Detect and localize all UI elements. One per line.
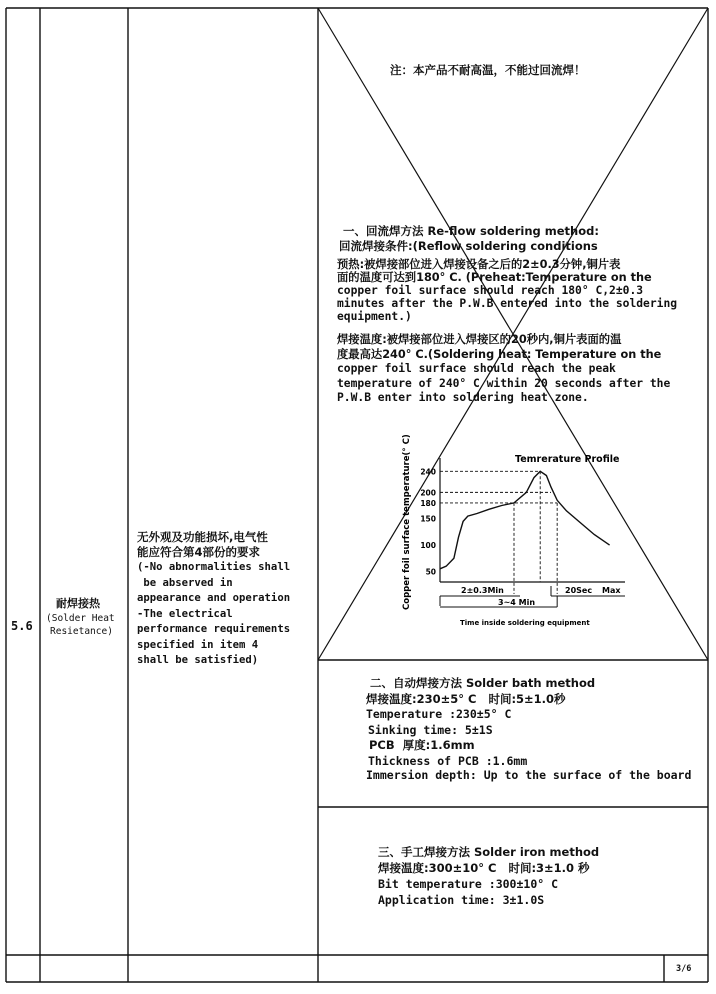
chart-ylabel: Copper foil surface temperature(° C) xyxy=(402,434,412,610)
chart-y-tick-label: 200 xyxy=(420,488,436,498)
chart-xlabel: Time inside soldering equipment xyxy=(460,619,590,627)
req-line: shall be satisfied) xyxy=(137,654,259,666)
item-name-cn: 耐焊接热 xyxy=(56,597,100,610)
chart-y-tick-label: 50 xyxy=(425,567,436,577)
bath-line: Sinking time: 5±1S xyxy=(368,722,493,737)
req-line: performance requirements xyxy=(137,623,291,635)
req-line: (-No abnormalities shall xyxy=(137,561,291,573)
req-line: -The electrical xyxy=(137,607,233,620)
bath-line: Temperature :230±5° C xyxy=(366,707,512,721)
iron-title: 三、手工焊接方法 Solder iron method xyxy=(378,845,600,859)
warning-note: 注：本产品不耐高温，不能过回流焊！ xyxy=(390,63,586,77)
bath-line: Thickness of PCB :1.6mm xyxy=(368,753,528,768)
preheat-line: equipment.) xyxy=(337,310,412,323)
preheat-line: 预热:被焊接部位进入焊接设备之后的2±0.3分钟,铜片表 xyxy=(337,258,621,271)
chart-annotation: 3~4 Min xyxy=(498,598,536,607)
preheat-paragraph xyxy=(337,258,677,323)
soldering-line: 度最高达240° C.(Soldering heat: Temperature on the xyxy=(337,347,662,361)
item-name-en-1: (Solder Heat xyxy=(46,613,115,624)
temperature-profile-chart xyxy=(395,420,650,630)
req-line: be abserved in xyxy=(137,576,233,589)
solder-iron-section xyxy=(378,844,599,908)
chart-annotation: 2±0.3Min xyxy=(461,586,504,595)
row-number: 5.6 xyxy=(11,619,33,633)
chart-y-tick-label: 100 xyxy=(420,541,436,551)
iron-line: Bit temperature :300±10° C xyxy=(378,877,559,891)
solder-bath-section xyxy=(366,676,691,782)
soldering-line: P.W.B enter into soldering heat zone. xyxy=(337,391,589,404)
soldering-line: temperature of 240° C within 20 seconds after the xyxy=(337,376,671,390)
chart-y-tick-label: 180 xyxy=(420,498,436,508)
req-line: 无外观及功能损坏,电气性 xyxy=(137,530,268,544)
req-line: specified in item 4 xyxy=(137,638,259,651)
soldering-line: 焊接温度:被焊接部位进入焊接区的20秒内,铜片表面的温 xyxy=(337,333,622,346)
bath-line: 焊接温度:230±5° C 时间:5±1.0秒 xyxy=(366,691,566,706)
item-name-en-2: Resietance) xyxy=(50,626,113,637)
soldering-paragraph xyxy=(337,333,670,406)
preheat-line: minutes after the P.W.B entered into the soldering xyxy=(337,297,678,310)
chart-annotation: Max xyxy=(602,586,621,595)
iron-line: 焊接温度:300±10° C 时间:3±1.0 秒 xyxy=(378,861,590,875)
iron-line: Application time: 3±1.0S xyxy=(378,893,545,907)
page-number: 3/6 xyxy=(676,964,692,974)
chart-y-tick-label: 150 xyxy=(420,514,436,524)
requirement-text xyxy=(137,530,315,669)
chart-annotation: 20Sec xyxy=(565,586,593,595)
reflow-conditions: 回流焊接条件:(Reflow soldering conditions xyxy=(339,239,598,253)
chart-series-line xyxy=(440,471,610,569)
preheat-line: copper foil surface should reach 180° C,2±0.3 xyxy=(337,284,644,297)
soldering-line: copper foil surface should reach the peak xyxy=(337,362,616,375)
bath-title: 二、自动焊接方法 Solder bath method xyxy=(370,676,596,690)
req-line: 能应符合第4部份的要求 xyxy=(137,545,261,559)
req-line: appearance and operation xyxy=(137,592,291,604)
chart-y-tick-label: 240 xyxy=(420,467,436,477)
reflow-title: 一、回流焊方法 Re-flow soldering method: xyxy=(343,224,599,238)
chart-title: Temrerature Profile xyxy=(515,454,620,465)
preheat-line: 面的温度可达到180° C. (Preheat:Temperature on the xyxy=(337,271,652,284)
bath-line: PCB 厚度:1.6mm xyxy=(369,738,475,752)
bath-line: Immersion depth: Up to the surface of the board xyxy=(366,768,692,782)
